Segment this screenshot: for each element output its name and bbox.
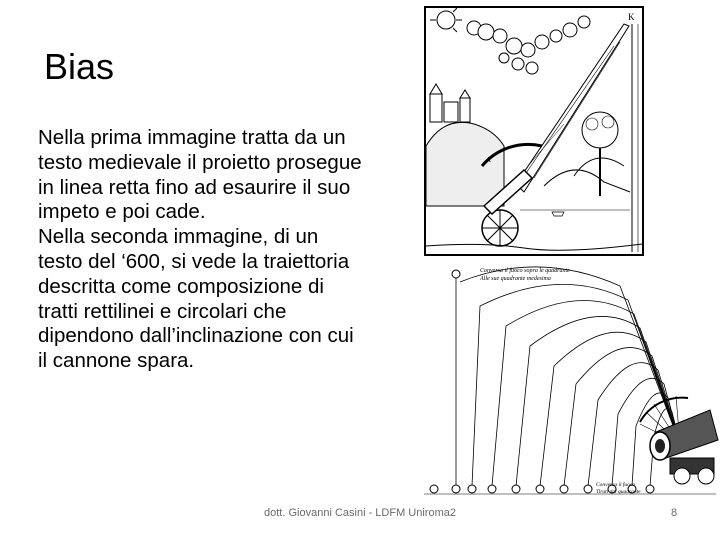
- slide-title: Bias: [44, 46, 115, 87]
- page-number: 8: [670, 507, 678, 519]
- cannon-caption-1: Conversa il fuoco: [596, 482, 636, 488]
- diagram-caption-2: Alle sue quadrante medesima: [480, 276, 551, 282]
- body-text: Nella prima immagine tratta da un testo medievale il proietto prosegue in linea retta fino ad esaurire il suo impeto e poi cade. Nella seconda immagine, di un testo del ‘600, si vede la traiettoria descritta come composizione di tratti rettilinei e circolari che dipendono dall’inclinazione con cui il cannone spara.: [38, 126, 362, 373]
- label-k: K: [628, 12, 635, 22]
- label-a: A: [486, 156, 492, 164]
- slide-footer: dott. Giovanni Casini - LDFM Uniroma2: [264, 507, 456, 519]
- cannon-caption-2: Tirati dal quadrante: [596, 489, 641, 495]
- medieval-woodcut-illustration: [424, 6, 644, 256]
- diagram-caption-1: Conversa il fuoco sopra le quadrante: [480, 268, 570, 274]
- trajectory-diagram: [420, 262, 720, 502]
- trajectory-arcs: [456, 267, 680, 486]
- cannon-icon: [650, 410, 718, 484]
